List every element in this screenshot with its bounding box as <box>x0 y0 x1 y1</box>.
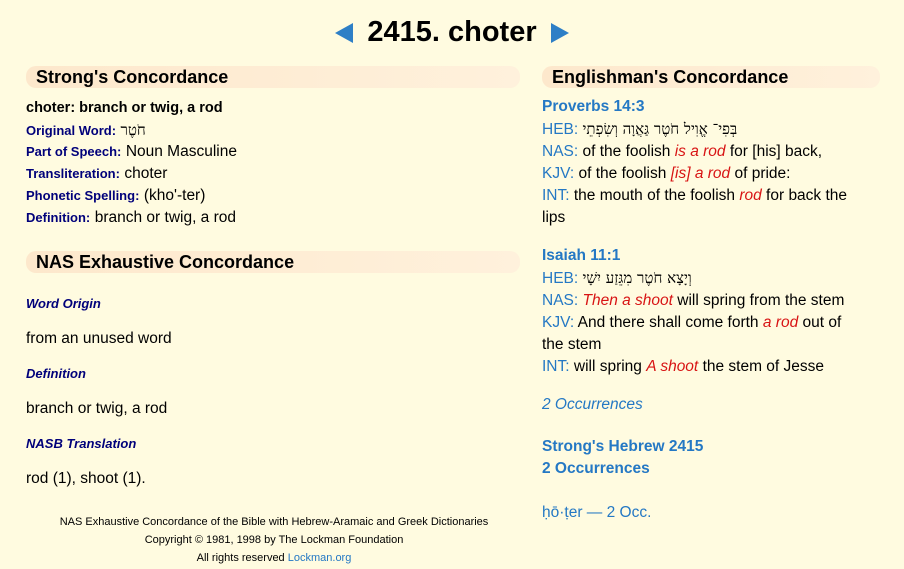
nas-concordance-heading: NAS Exhaustive Concordance <box>26 251 520 273</box>
original-word-value: חֹטֶר <box>120 121 146 139</box>
kjv-text-wrap: the stem <box>542 336 602 353</box>
nas-label: NAS: <box>542 292 579 309</box>
nasb-translation-value: rod (1), shoot (1). <box>26 470 146 487</box>
footer-line-3: All rights reserved <box>196 552 285 564</box>
int-text-wrap: lips <box>542 209 566 226</box>
copyright-footer <box>26 513 522 567</box>
kjv-text-after: out of <box>802 314 842 331</box>
phonetic-spelling-value: (kho'-ter) <box>143 187 206 204</box>
int-label: INT: <box>542 187 570 204</box>
kjv-text: And there shall come forth <box>577 314 759 331</box>
nas-highlight: is a rod <box>674 143 726 160</box>
int-highlight: A shoot <box>646 358 699 375</box>
strongs-hebrew-link[interactable]: Strong's Hebrew 2415 <box>542 438 704 455</box>
page-header <box>0 16 904 52</box>
transliteration-label: Transliteration: <box>26 166 120 181</box>
verse-entry <box>542 245 880 378</box>
previous-entry-arrow-icon[interactable] <box>335 23 353 43</box>
verse-entry <box>542 96 880 229</box>
right-column <box>542 66 880 524</box>
phonetic-spelling-label: Phonetic Spelling: <box>26 188 140 203</box>
kjv-text-after: of pride: <box>734 165 791 182</box>
heb-label: HEB: <box>542 270 579 287</box>
nas-highlight: Then a shoot <box>582 292 673 309</box>
footer-line-1: NAS Exhaustive Concordance of the Bible with Hebrew-Aramaic and Greek Dictionaries <box>59 516 489 528</box>
strongs-entry <box>26 97 520 229</box>
strongs-concordance-heading: Strong's Concordance <box>26 66 520 88</box>
int-text-after: the stem of Jesse <box>702 358 825 375</box>
int-text: will spring <box>573 358 642 375</box>
lockman-link[interactable]: Lockman.org <box>287 552 352 564</box>
definition-label: Definition: <box>26 210 91 225</box>
transliteration-occurrences-link[interactable]: ḥō·ṭer — 2 Occ. <box>542 504 652 521</box>
original-word-label: Original Word: <box>26 123 117 138</box>
transliteration-value: choter <box>124 165 168 182</box>
verse-reference-link[interactable]: Isaiah 11:1 <box>542 247 621 264</box>
nas-definition-value: branch or twig, a rod <box>26 400 168 417</box>
nasb-translation-label: NASB Translation <box>26 436 137 451</box>
nas-text-after: for [his] back, <box>729 143 823 160</box>
footer-line-2: Copyright © 1981, 1998 by The Lockman Foundation <box>144 534 404 546</box>
part-of-speech-value: Noun Masculine <box>125 143 237 160</box>
heb-text: וְיָצָא חֹטֶר מִגֵּזַע יִשָׁי <box>582 269 692 287</box>
englishmans-concordance-heading: Englishman's Concordance <box>542 66 880 88</box>
word-origin-label: Word Origin <box>26 296 101 311</box>
heb-label: HEB: <box>542 121 579 138</box>
int-text: the mouth of the foolish <box>573 187 736 204</box>
kjv-highlight: a rod <box>762 314 799 331</box>
part-of-speech-label: Part of Speech: <box>26 144 122 159</box>
nas-text: of the foolish <box>582 143 671 160</box>
strongs-summary: choter: branch or twig, a rod <box>26 100 223 116</box>
kjv-label: KJV: <box>542 165 575 182</box>
nas-label: NAS: <box>542 143 579 160</box>
occurrences-link[interactable]: 2 Occurrences <box>542 396 643 413</box>
kjv-highlight: [is] a rod <box>670 165 731 182</box>
kjv-label: KJV: <box>542 314 575 331</box>
nas-entry <box>26 295 520 489</box>
verse-reference-link[interactable]: Proverbs 14:3 <box>542 98 645 115</box>
definition-value: branch or twig, a rod <box>94 209 237 226</box>
heb-text: בְּפִי־ אֱוִיל חֹטֶר גַּאֲוָה וְשִׂפְתֵי <box>582 120 738 138</box>
kjv-text: of the foolish <box>578 165 667 182</box>
int-label: INT: <box>542 358 570 375</box>
int-highlight: rod <box>739 187 762 204</box>
nas-text-after: will spring from the stem <box>677 292 845 309</box>
next-entry-arrow-icon[interactable] <box>551 23 569 43</box>
nas-definition-label: Definition <box>26 366 86 381</box>
int-text-after: for back the <box>766 187 848 204</box>
left-column <box>26 66 520 489</box>
occurrences-bold-link[interactable]: 2 Occurrences <box>542 460 650 477</box>
word-origin-value: from an unused word <box>26 330 172 347</box>
page-title: 2415. choter <box>367 16 537 48</box>
